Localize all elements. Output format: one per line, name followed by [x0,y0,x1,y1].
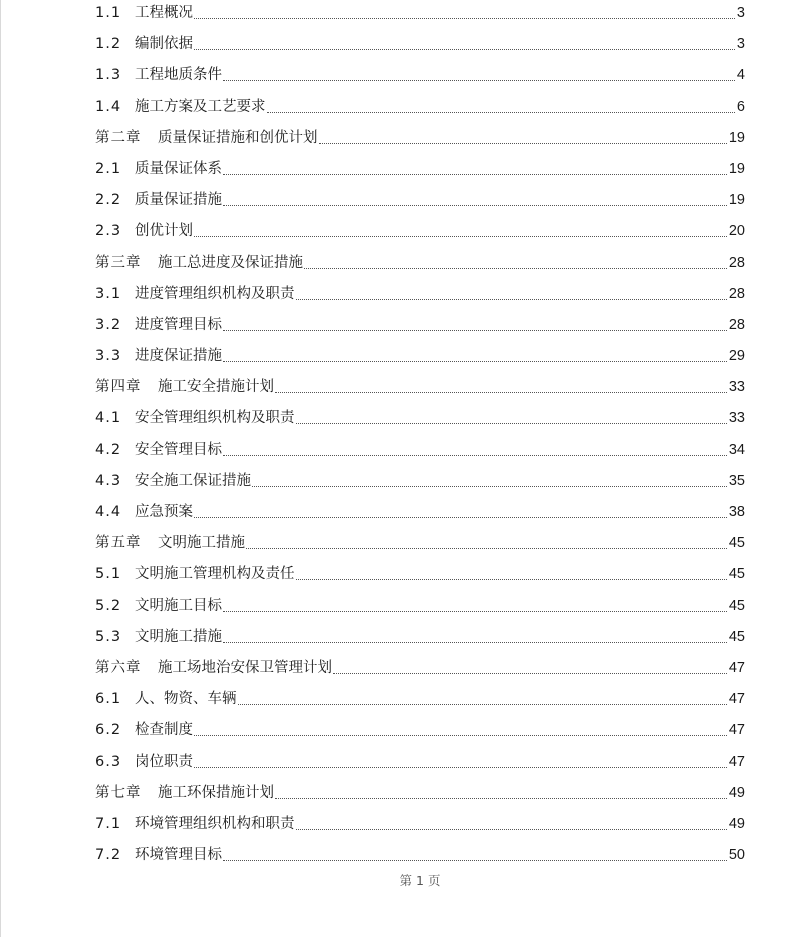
page-footer [0,871,795,889]
toc-entry[interactable] [95,462,745,493]
toc-entry-page-number: 33 [728,410,745,427]
toc-entry[interactable] [95,618,745,649]
toc-entry[interactable] [95,306,745,337]
toc-entry-title: 文明施工措施 [158,535,245,552]
toc-dot-leader [194,767,727,768]
toc-entry-title: 安全管理目标 [135,441,222,458]
toc-entry-number: 3.1 [95,285,122,302]
toc-entry-title: 人、物资、车辆 [135,691,237,708]
toc-entry-title: 创优计划 [135,223,193,240]
toc-entry-title: 施工环保措施计划 [158,784,274,801]
toc-entry-title: 施工安全措施计划 [158,379,274,396]
toc-entry-page-number: 19 [728,192,745,209]
toc-entry-page-number: 28 [728,254,745,271]
toc-entry[interactable] [95,275,745,306]
toc-entry-page-number: 47 [728,753,745,770]
toc-dot-leader [333,673,727,674]
toc-entry-number: 6.1 [95,691,122,708]
toc-entry-number: 5.3 [95,628,122,645]
toc-entry-title: 质量保证措施 [135,192,222,209]
toc-entry-number: 2.1 [95,160,122,177]
toc-entry-title: 文明施工措施 [135,628,222,645]
toc-entry[interactable] [95,774,745,805]
toc-entry[interactable] [95,649,745,680]
toc-entry-page-number: 29 [728,348,745,365]
toc-entry-number: 3.3 [95,348,122,365]
toc-entry[interactable] [95,711,745,742]
toc-entry-number: 3.2 [95,316,122,333]
toc-entry-title: 施工方案及工艺要求 [135,98,266,115]
toc-entry-page-number: 38 [728,504,745,520]
toc-entry[interactable] [95,680,745,711]
toc-entry[interactable] [95,555,745,586]
toc-dot-leader [194,236,727,237]
toc-dot-leader [275,798,727,799]
toc-entry-page-number: 19 [728,160,745,177]
toc-entry-page-number: 49 [728,784,745,801]
toc-dot-leader [223,860,727,861]
toc-entry-title: 施工总进度及保证措施 [158,254,303,271]
toc-dot-leader [223,80,735,81]
toc-entry[interactable] [95,56,745,87]
toc-entry-page-number: 45 [728,566,745,583]
toc-dot-leader [252,486,727,487]
toc-entry-title: 质量保证措施和创优计划 [158,129,318,146]
toc-entry-number: 4.2 [95,441,122,458]
toc-entry-number: 6.2 [95,722,122,739]
toc-dot-leader [319,143,727,144]
toc-entry-page-number: 47 [728,659,745,676]
toc-entry-page-number: 47 [728,722,745,739]
toc-entry-title: 进度保证措施 [135,348,222,365]
toc-entry-number: 第六章 [95,659,142,676]
toc-dot-leader [223,174,727,175]
toc-entry[interactable] [95,25,745,56]
toc-entry[interactable] [95,119,745,150]
toc-entry-title: 工程地质条件 [135,67,222,84]
table-of-contents [95,0,745,867]
toc-entry-number: 1.3 [95,67,122,84]
page-left-border [0,0,1,937]
toc-entry[interactable] [95,524,745,555]
toc-entry-page-number: 45 [728,535,745,552]
toc-entry-title: 质量保证体系 [135,160,222,177]
toc-entry-title: 进度管理目标 [135,316,222,333]
toc-entry-page-number: 20 [728,223,745,240]
page-number-label: 第 1 页 [399,873,441,888]
toc-entry-number: 4.1 [95,410,122,427]
toc-entry-page-number: 45 [728,597,745,614]
toc-entry-title: 文明施工管理机构及责任 [135,566,295,583]
toc-entry[interactable] [95,150,745,181]
toc-entry-title: 检查制度 [135,722,193,739]
toc-entry-page-number: 28 [728,316,745,333]
toc-entry-number: 第三章 [95,254,142,271]
toc-entry-page-number: 50 [728,847,745,864]
toc-entry[interactable] [95,181,745,212]
toc-entry[interactable] [95,805,745,836]
toc-dot-leader [296,579,727,580]
toc-entry-number: 7.2 [95,847,122,864]
toc-dot-leader [223,361,727,362]
toc-entry-number: 5.2 [95,597,122,614]
toc-entry-title: 环境管理组织机构和职责 [135,815,295,832]
toc-entry[interactable] [95,493,745,524]
toc-entry-title: 安全施工保证措施 [135,472,251,489]
toc-entry-title: 文明施工目标 [135,597,222,614]
toc-entry-number: 4.3 [95,472,122,489]
toc-entry-number: 第五章 [95,535,142,552]
toc-entry-title: 进度管理组织机构及职责 [135,285,295,302]
toc-entry-page-number: 47 [728,691,745,708]
toc-entry-title: 环境管理目标 [135,847,222,864]
toc-dot-leader [223,205,727,206]
toc-entry[interactable] [95,836,745,867]
toc-entry[interactable] [95,368,745,399]
toc-entry-page-number: 6 [736,98,745,115]
toc-entry-page-number: 4 [736,67,745,84]
toc-dot-leader [246,548,727,549]
toc-entry[interactable] [95,243,745,274]
toc-entry[interactable] [95,87,745,118]
toc-entry-title: 施工场地治安保卫管理计划 [158,659,332,676]
toc-dot-leader [267,112,735,113]
toc-entry-number: 1.2 [95,36,122,53]
toc-entry-page-number: 34 [728,441,745,458]
toc-entry[interactable] [95,586,745,617]
toc-entry-page-number: 45 [728,628,745,645]
toc-dot-leader [223,455,727,456]
toc-dot-leader [194,18,735,19]
toc-dot-leader [223,330,727,331]
toc-entry-title: 安全管理组织机构及职责 [135,410,295,427]
toc-entry-page-number: 49 [728,815,745,832]
toc-entry[interactable] [95,337,745,368]
toc-entry-page-number: 3 [736,36,745,53]
toc-entry-page-number: 33 [728,379,745,396]
toc-entry-page-number: 3 [736,5,745,21]
toc-entry-number: 4.4 [95,504,122,520]
toc-entry-page-number: 35 [728,472,745,489]
toc-dot-leader [296,829,727,830]
toc-entry-page-number: 19 [728,129,745,146]
toc-entry-title: 编制依据 [135,36,193,53]
toc-entry-number: 2.2 [95,192,122,209]
toc-dot-leader [296,299,727,300]
toc-dot-leader [238,704,727,705]
toc-entry[interactable] [95,430,745,461]
toc-dot-leader [194,517,727,518]
toc-entry-number: 第四章 [95,379,142,396]
toc-entry-title: 应急预案 [135,504,193,520]
toc-entry-number: 2.3 [95,223,122,240]
toc-entry-title: 岗位职责 [135,753,193,770]
toc-entry-title: 工程概况 [135,5,193,21]
toc-entry[interactable] [95,0,745,25]
toc-entry-page-number: 28 [728,285,745,302]
toc-entry-number: 1.1 [95,5,122,21]
toc-entry-number: 6.3 [95,753,122,770]
toc-dot-leader [223,642,727,643]
toc-entry-number: 第二章 [95,129,142,146]
toc-dot-leader [194,735,727,736]
toc-entry-number: 1.4 [95,98,122,115]
toc-dot-leader [304,268,727,269]
toc-entry-number: 7.1 [95,815,122,832]
toc-entry-number: 第七章 [95,784,142,801]
toc-entry[interactable] [95,742,745,773]
toc-entry-number: 5.1 [95,566,122,583]
toc-entry[interactable] [95,399,745,430]
toc-entry[interactable] [95,212,745,243]
toc-dot-leader [223,611,727,612]
toc-dot-leader [275,392,727,393]
toc-dot-leader [296,423,727,424]
toc-dot-leader [194,49,735,50]
